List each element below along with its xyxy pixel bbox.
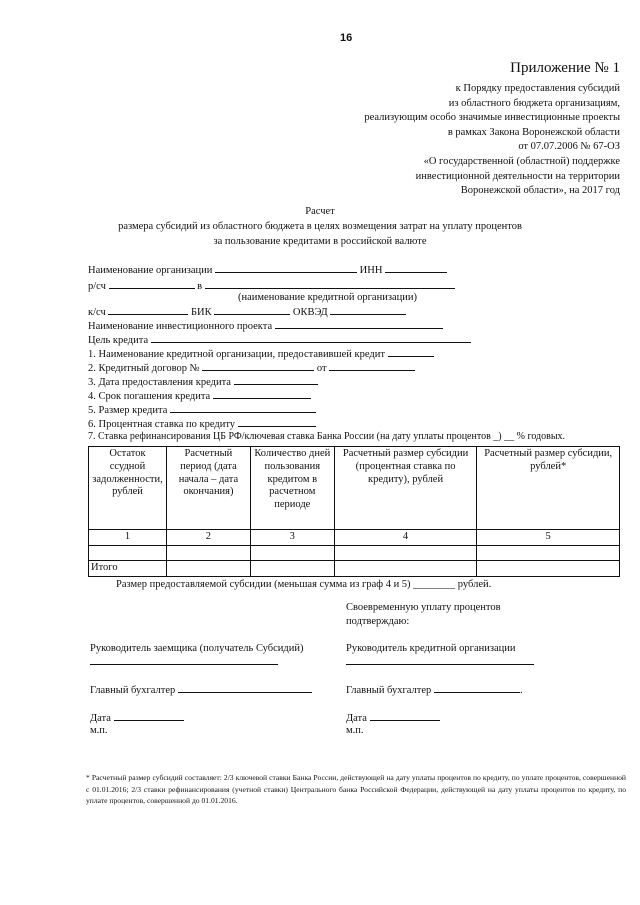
calculation-table [88,446,620,577]
left-chief-accountant-row [90,682,312,698]
org-name-row [88,262,447,278]
subtitle-line-2: за пользование кредитами в российской валюте [213,235,427,247]
bank-head-label: Руководитель кредитной организации [346,643,516,654]
header-col-1: Остаток ссудной задолженности, рублей [89,447,167,530]
col-number: 1 [89,530,167,546]
item-4-label: 4. Срок погашения кредита [88,391,211,402]
inn-field[interactable] [385,262,447,273]
okved-field[interactable] [330,304,406,315]
date-field[interactable] [370,710,440,721]
item-1-label: 1. Наименование кредитной организации, предоставившей кредит [88,349,385,360]
purpose-field[interactable] [151,332,471,343]
chief-accountant-label: Главный бухгалтер [90,685,176,696]
ks-field[interactable] [108,304,188,315]
table-cell[interactable] [166,560,250,576]
contract-number-field[interactable] [202,360,314,371]
footnote: * Расчетный размер субсидий составляет: 2/3 ключевой ставки Банка России, действующей на дату уплаты процентов по кредиту, по уплате процентов, совершенной с 01.01.2016; 2/3 ставки рефинансирования (учетной ставки) Центрального банка Российской Федерации, действующей на дату уплаты процентов по кредиту, по уплате процентов, совершенной до 01.01.2016. [86,773,626,806]
col-number: 5 [477,530,620,546]
bank-name-note: (наименование кредитной организации) [238,292,417,303]
total-label: Итого [89,560,167,576]
borrower-head-label: Руководитель заемщика (получатель Субсидий) [90,643,304,654]
item-5-label: 5. Размер кредита [88,405,168,416]
table-cell[interactable] [166,545,250,560]
project-label: Наименование инвестиционного проекта [88,321,273,332]
chief-accountant-signature-line[interactable] [178,682,312,693]
table-cell[interactable] [477,545,620,560]
appendix-line: из областного бюджета организациям, [448,97,620,109]
org-name-label: Наименование организации [88,265,213,276]
org-name-field[interactable] [215,262,357,273]
subtitle-line-1: размера субсидий из областного бюджета в целях возмещения затрат на уплату процентов [118,221,522,232]
inn-label: ИНН [359,265,383,276]
account-label: р/сч [88,281,106,292]
item-4-field[interactable] [213,388,311,399]
col-number: 3 [250,530,334,546]
item-5-field[interactable] [170,402,316,413]
column-numbers-row [89,530,620,546]
header-col-3: Количество дней пользования кредитом в расчетном периоде [250,447,334,530]
appendix-line: от 07.07.2006 № 67-ОЗ [518,141,620,153]
appendix-line: реализующим особо значимые инвестиционные проекты [364,112,620,124]
appendix-line: к Порядку предоставления субсидий [455,83,620,94]
appendix-title: Приложение № 1 [510,60,620,76]
appendix-line: инвестиционной деятельности на территории [415,170,620,182]
project-field[interactable] [275,318,443,329]
header-col-2: Расчетный период (дата начала – дата окончания) [166,447,250,530]
bank-head-signature-line[interactable] [346,664,534,665]
page-number: 16 [340,32,353,44]
col-number: 4 [334,530,477,546]
chief-accountant-label: Главный бухгалтер [346,685,432,696]
item-6-label: 6. Процентная ставка по кредиту [88,419,236,430]
item-7-row: 7. Ставка рефинансирования ЦБ РФ/ключевая ставка Банка России (на дату уплаты процентов _) __ % годовых. [88,431,566,442]
header-col-5: Расчетный размер субсидии, рублей* [477,447,620,530]
item-3-label: 3. Дата предоставления кредита [88,377,231,388]
table-cell[interactable] [334,560,477,576]
borrower-head-signature-line[interactable] [90,664,278,665]
date-label: Дата [90,713,111,724]
date-label: Дата [346,713,367,724]
confirm-line-1: Своевременную уплату процентов [346,602,501,613]
bank-in-label: в [197,281,203,292]
seal-label: м.п. [90,725,108,736]
total-row [89,560,620,576]
account-field[interactable] [109,278,195,289]
item-6-field[interactable] [238,416,316,427]
item-2-label: 2. Кредитный договор № [88,363,200,374]
confirm-line-2: подтверждаю: [346,616,410,627]
document-subtitle [90,220,550,249]
appendix-line: Воронежской области», на 2017 год [460,185,620,197]
table-header-row [89,447,620,530]
date-field[interactable] [114,710,184,721]
table-cell[interactable] [250,545,334,560]
right-chief-accountant-row: Главный бухгалтер . [346,682,523,698]
item-2-from-label: от [316,363,327,374]
item-1-field[interactable] [388,346,434,357]
purpose-label: Цель кредита [88,335,149,346]
appendix-line: «О государственной (областной) поддержке [423,155,620,167]
col-number: 2 [166,530,250,546]
table-cell[interactable] [334,545,477,560]
table-cell[interactable] [477,560,620,576]
bik-label: БИК [191,307,212,318]
appendix-line: в рамках Закона Воронежской области [447,126,620,138]
contract-date-field[interactable] [329,360,415,371]
bank-name-field[interactable] [205,278,455,289]
item-3-field[interactable] [234,374,318,385]
appendix-block [280,82,620,199]
bik-field[interactable] [214,304,290,315]
table-cell[interactable] [89,545,167,560]
okved-label: ОКВЭД [292,307,328,318]
chief-accountant-signature-line[interactable] [434,682,520,693]
header-col-4: Расчетный размер субсидии (процентная ставка по кредиту), рублей [334,447,477,530]
table-cell[interactable] [250,560,334,576]
subsidy-amount-line: Размер предоставляемой субсидии (меньшая сумма из граф 4 и 5) ________ рублей. [116,579,492,590]
seal-label: м.п. [346,725,364,736]
ks-label: к/сч [88,307,106,318]
table-row [89,545,620,560]
document-title: Расчет [305,206,335,217]
